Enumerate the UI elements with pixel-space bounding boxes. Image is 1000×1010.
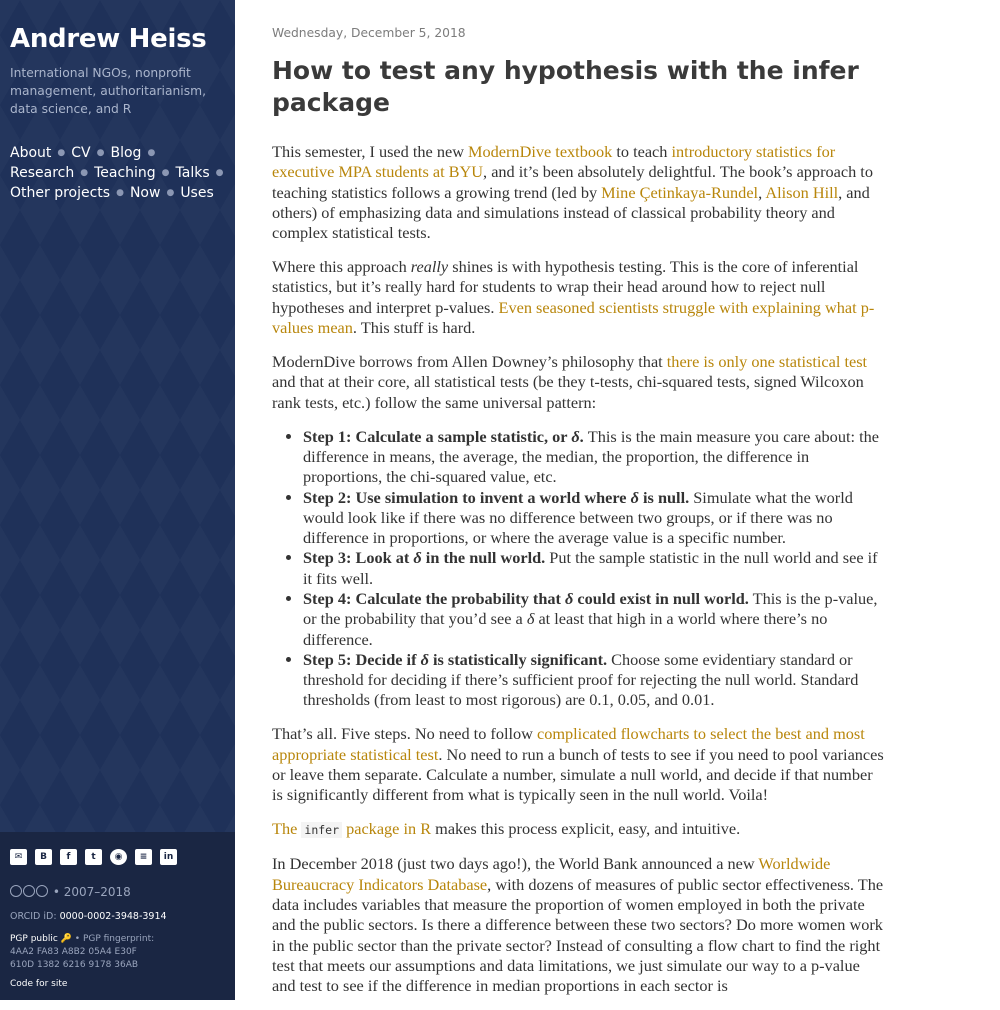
text: Step 1: Calculate a sample statistic, or [303,426,572,446]
text: , [758,182,766,202]
steps-list [272,427,887,711]
text: Step 3: Look at [303,548,414,568]
blog-icon[interactable]: B [35,849,52,865]
nav-about[interactable]: About [10,145,52,161]
link-flowcharts[interactable]: complicated flowcharts to select the best and most appropriate statistical test [272,724,865,764]
nav-other-projects[interactable]: Other projects [10,185,111,201]
site-title[interactable]: Andrew Heiss [10,24,207,54]
orcid-line [10,911,167,922]
paragraph [272,352,887,413]
nav-separator: ● [80,168,89,178]
nav-row [10,183,230,203]
text: in the null world. [421,548,546,568]
text: Step 2: Use simulation to invent a world where [303,487,631,507]
text: is statistically significant. [428,649,608,669]
step-heading [303,589,749,608]
delta-symbol: δ [420,649,429,669]
post-body [272,142,887,1010]
cc-icon[interactable] [10,885,22,897]
text: . [579,426,584,446]
nav-separator: ● [166,188,175,198]
main-nav [10,143,230,203]
list-item [303,488,887,549]
step-heading [303,548,545,567]
nav-separator: ● [161,168,170,178]
pgp-fingerprint-line-2: 610D 1382 6216 9178 36AB [10,960,139,970]
nav-talks[interactable]: Talks [175,165,210,181]
orcid-label: ORCID iD: [10,911,57,922]
text: is null. [638,487,690,507]
twitter-icon[interactable]: t [85,849,102,865]
pgp-public-link[interactable]: PGP public [10,934,58,944]
text: . No need to run a bunch of tests to see if you need to pool variances or leave them separate. Calculate a number, simulate a null world, and decide if that number is significantly different from what is typically seen in the null world. Voila! [272,744,884,805]
cc-nc-icon[interactable] [36,885,48,897]
link-mine-cetinkaya-rundel[interactable]: Mine Çetinkaya-Rundel [601,182,759,202]
link-alison-hill[interactable]: Alison Hill [765,182,839,202]
code-for-site-link[interactable]: Code for site [10,979,68,989]
cc-by-icon[interactable] [23,885,35,897]
site-tagline: International NGOs, nonprofit management, authoritarianism, data science, and R [10,66,206,116]
sidebar-footer [0,832,235,1000]
text: and that at their core, all statistical tests (be they t-tests, chi-squared tests, signed Wilcoxon rank tests, etc.) follow the same universal pattern: [272,372,864,412]
pgp-fingerprint-line-1: 4AA2 FA83 A8B2 05A4 E30F [10,947,137,957]
pgp-fingerprint-label: PGP fingerprint: [82,934,155,944]
text: , with dozens of measures of public sector effectiveness. The data includes variables that measure the proportion of women employed in both the private and the public sectors. Is there a difference between these two sectors? Do more women work in the public sector than the private sector? Instead of consulting a flow chart to find the right test that meets our assumptions and data limitations, we just simulate our way to a p-value and test to see if the difference in median proportions in each sector is [272,874,884,996]
list-item [303,589,887,650]
text: That’s all. Five steps. No need to follow [272,724,537,744]
nav-separator: ● [116,188,124,198]
nav-research[interactable]: Research [10,165,75,181]
nav-cv[interactable]: CV [71,145,91,161]
facebook-icon[interactable]: f [60,849,77,865]
step-heading [303,427,584,446]
nav-separator: ● [215,168,224,178]
text: Choose some evidentiary standard or threshold for deciding if there’s sufficient proof for rejecting the null world. Standard thresholds (from least to most rigorous) are 0.1, 0.05, and 0.01. [303,649,859,710]
text: at least that high in a world where there’s no difference. [303,609,828,649]
post-title: How to test any hypothesis with the infer package [272,56,859,117]
delta-symbol: δ [565,589,574,608]
code-infer: infer [301,822,342,838]
license-line [10,885,131,899]
text: to teach [612,142,672,161]
key-icon: 🔑 [60,934,72,944]
nav-separator: ● [96,148,105,158]
text: This is the p-value, or the probability that you’d see a [303,589,878,629]
text: The [272,819,302,839]
link-moderndive-textbook[interactable]: ModernDive textbook [468,142,613,161]
emphasis: really [410,257,449,277]
sidebar [0,0,235,1000]
link-infer-package[interactable] [272,819,431,838]
text: Where this approach [272,257,411,277]
list-item [303,427,887,488]
nav-blog[interactable]: Blog [110,145,142,161]
text: package in R [342,819,432,839]
nav-now[interactable]: Now [129,185,161,201]
linkedin-icon[interactable]: in [160,849,177,865]
text: . This stuff is hard. [352,318,476,338]
nav-separator: ● [57,148,66,158]
paragraph [272,257,887,338]
step-heading [303,488,689,507]
delta-symbol: δ [413,548,422,568]
paragraph [272,724,887,805]
text: shines is with hypothesis testing. This is the core of inferential statistics, but it’s really hard for students to wrap their head around how to reject null hypotheses and interpret p-values. [272,257,859,317]
pgp-block [10,933,230,972]
stackoverflow-icon[interactable]: ≡ [135,849,152,865]
step-heading [303,650,607,669]
nav-row [10,143,230,163]
list-item [303,548,887,589]
text: , and others) of emphasizing data and simulations instead of classical probability theory and complex statistical tests. [272,182,870,243]
text: , and it’s been absolutely delightful. The book’s approach to teaching statistics follows a growing trend (led by [272,162,873,202]
delta-symbol: δ [571,426,580,446]
paragraph [272,854,887,996]
nav-uses[interactable]: Uses [180,185,214,201]
text: This is the main measure you care about: the difference in means, the average, the median, the proportion, the difference in proportions, the chi-squared value, etc. [303,426,879,487]
github-icon[interactable]: ◉ [110,849,127,865]
post-date: Wednesday, December 5, 2018 [272,26,466,40]
license-bullet: • [52,885,60,899]
orcid-link[interactable]: 0000-0002-3948-3914 [59,911,167,922]
nav-teaching[interactable]: Teaching [94,165,156,181]
link-intro-stats-byu[interactable]: introductory statistics for executive MPA students at BYU [272,142,836,182]
text: This semester, I used the new [272,142,469,161]
nav-row [10,163,230,183]
delta-symbol: δ [630,487,639,507]
text: could exist in null world. [573,589,749,608]
text: In December 2018 (just two days ago!), the World Bank announced a new [272,854,759,874]
pgp-bullet: • [74,934,81,944]
nav-separator: ● [147,148,156,158]
social-links [10,849,177,865]
text: makes this process explicit, easy, and intuitive. [431,819,741,839]
link-bureaucracy-database[interactable]: Worldwide Bureaucracy Indicators Database [272,854,831,894]
link-only-one-test[interactable]: there is only one statistical test [666,352,868,372]
paragraph [272,142,887,243]
text: Simulate what the world would look like if there was no difference between two groups, or if there was no difference in proportions, or where the average value is a specific number. [303,487,853,548]
text: Put the sample statistic in the null world and see if it fits well. [303,548,878,588]
delta-symbol: δ [526,609,535,629]
email-icon[interactable]: ✉ [10,849,27,865]
text: Step 5: Decide if [303,649,421,669]
list-item [303,650,887,711]
link-p-values-mean[interactable]: Even seasoned scientists struggle with explaining what p-values mean [272,297,875,338]
paragraph [272,819,887,840]
text: Step 4: Calculate the probability that [303,589,566,608]
copyright-years: 2007–2018 [63,885,131,899]
text: ModernDive borrows from Allen Downey’s philosophy that [272,352,667,372]
